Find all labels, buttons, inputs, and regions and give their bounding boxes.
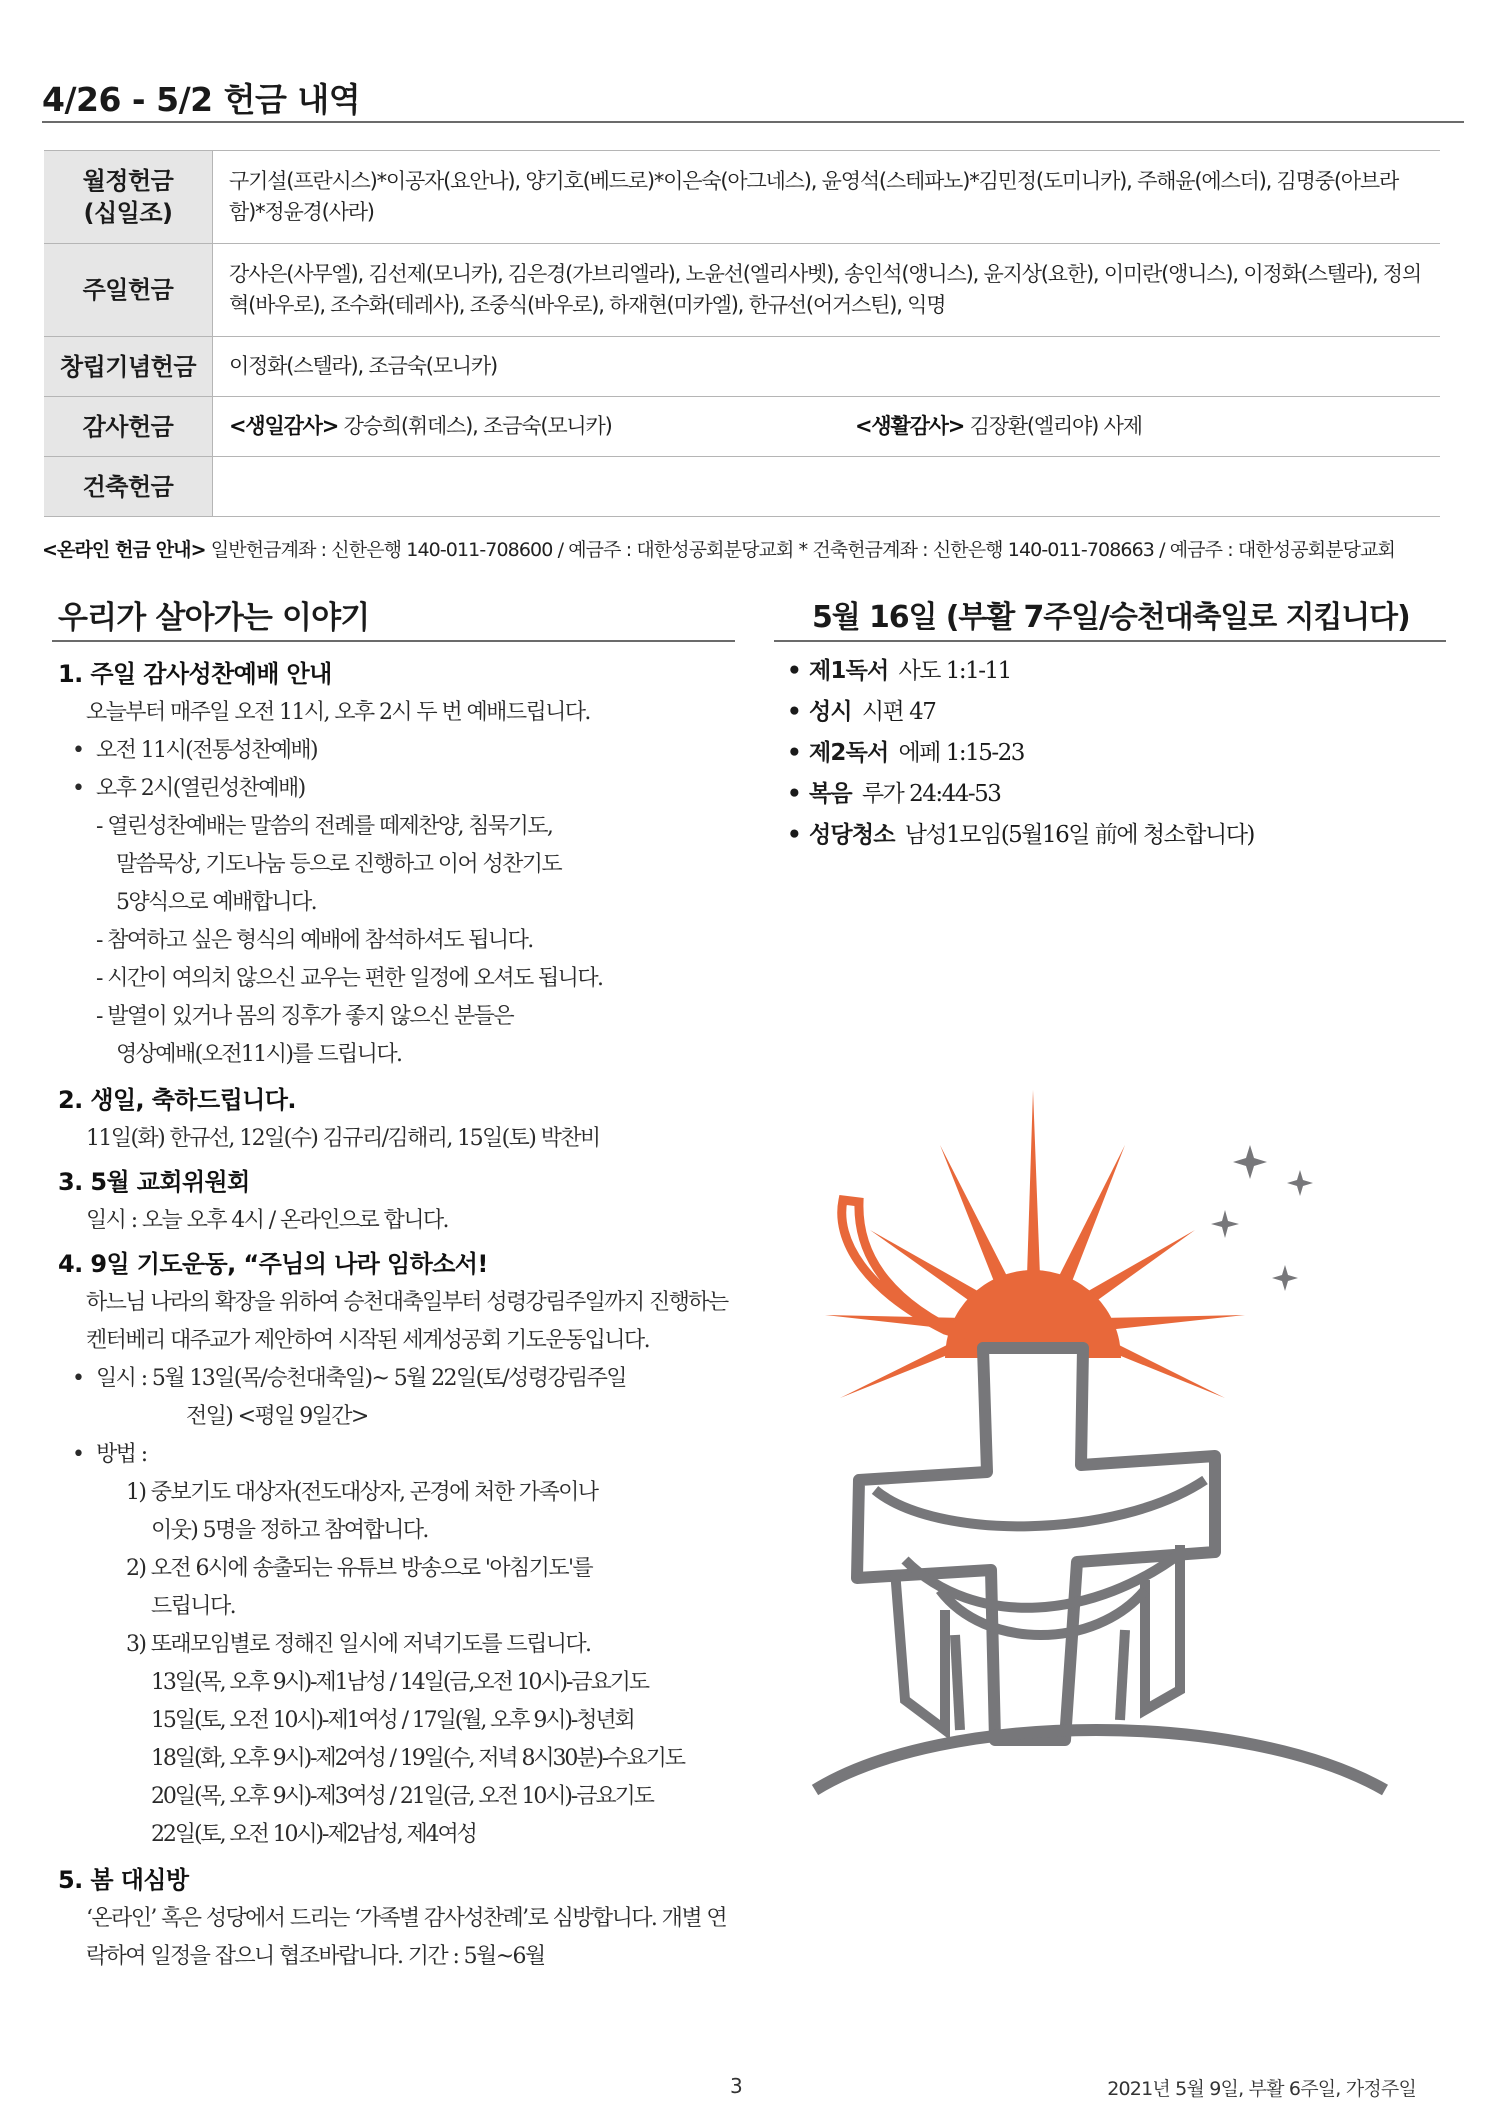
title-divider [42,121,1464,123]
worship-note: 말씀묵상, 기도나눔 등으로 진행하고 이어 성찬기도 [116,852,562,877]
row-label-building: 건축헌금 [44,457,213,517]
row-label-line: (십일조) [83,199,173,227]
reading-value: 시편 47 [861,699,936,725]
cross-icon [857,1348,1215,1740]
reading-item [787,692,1467,733]
reading-key: 복음 [809,781,852,807]
reading-key: 성시 [809,699,852,725]
prayer-date: • 일시 : 5월 13일(목/승천대축일)~ 5월 22일(토/성령강림주일 [58,1360,748,1398]
reading-item [787,774,1467,815]
readings-divider [774,640,1446,642]
birthday-thanks-tag: <생일감사> [229,414,339,438]
reading-item [787,733,1467,774]
birthday-thanks-names: 강승희(휘데스), 조금숙(모니카) [343,414,612,438]
tithe-names: 구기설(프란시스)*이공자(요안나), 양기호(베드로)*이은숙(아그네스), 윤영석(스테파노)*김민정(도미니카), 주해윤(에스더), 김명중(아브라함)*정윤경(사라) [213,151,1441,244]
reading-key: 성당청소 [809,822,895,848]
online-offering-note [42,535,1482,562]
schedule-line: 13일(목, 오후 9시)-제1남성 / 14일(금,오전 10시)-금요기도 [151,1670,648,1695]
section-title-worship: 1. 주일 감사성찬예배 안내 [58,660,332,688]
committee-info: 일시 : 오늘 오후 4시 / 온라인으로 합니다. [86,1208,448,1233]
schedule-line: 20일(목, 오후 9시)-제3여성 / 21일(금, 오전 10시)-금요기도 [151,1784,653,1809]
readings-list [787,651,1467,856]
worship-note: - 참여하고 싶은 형식의 예배에 참석하셔도 됩니다. [96,928,533,953]
schedule-line: 18일(화, 오후 9시)-제2여성 / 19일(수, 저녁 8시30분)-수요기도 [151,1746,684,1771]
worship-item: • 오전 11시(전통성찬예배) [58,732,748,770]
reading-value: 사도 1:1-11 [898,658,1011,684]
worship-note: 영상예배(오전11시)를 드립니다. [116,1042,402,1067]
worship-note: 5양식으로 예배합니다. [116,890,317,915]
row-label-tithe [44,151,213,244]
section-title-prayer: 4. 9일 기도운동, “주님의 나라 임하소서! [58,1250,488,1278]
reading-key: 제2독서 [809,740,889,766]
offering-title: 4/26 - 5/2 헌금 내역 [42,80,361,119]
schedule-line: 15일(토, 오전 10시)-제1여성 / 17일(월, 오후 9시)-청년회 [151,1708,634,1733]
worship-note: - 발열이 있거나 몸의 징후가 좋지 않으신 분들은 [96,1004,513,1029]
section-title-committee: 3. 5월 교회위원회 [58,1168,250,1196]
hill-line [815,1730,1385,1790]
building-names [213,457,1441,517]
row-label-thanks: 감사헌금 [44,397,213,457]
table-row [44,337,1440,397]
footer-date: 2021년 5월 9일, 부활 6주일, 가정주일 [1107,2078,1416,2100]
anniversary-names: 이정화(스텔라), 조금숙(모니카) [213,337,1441,397]
sunday-names: 강사은(사무엘), 김선제(모니카), 김은경(가브리엘라), 노윤선(엘리사벳), 송인석(앵니스), 윤지상(요한), 이미란(앵니스), 이정화(스텔라), 정의혁(바우로), 조수화(테레사), 조중식(바우로), 하재현(미카엘), 한규선(어거스틴), 익명 [213,244,1441,337]
table-row [44,397,1440,457]
worship-note: - 시간이 여의치 않으신 교우는 편한 일정에 오셔도 됩니다. [96,966,603,991]
life-thanks [855,411,1142,442]
ribbon-swoosh [842,1200,965,1336]
method-step: 2) 오전 6시에 송출되는 유튜브 방송으로 '아침기도'를 [126,1556,593,1581]
reading-item [787,815,1467,856]
life-thanks-names: 김장환(엘리야) 사제 [969,414,1142,438]
table-row [44,457,1440,517]
visit-text: ‘온라인’ 혹은 성당에서 드리는 ‘가족별 감사성찬례’로 심방합니다. 개별 연락하여 일정을 잡으니 협조바랍니다. 기간 : 5월~6월 [86,1906,727,1969]
sparkle-icons [1211,1145,1313,1291]
worship-intro: 오늘부터 매주일 오전 11시, 오후 2시 두 번 예배드립니다. [86,700,590,725]
prayer-method: • 방법 : [58,1436,748,1474]
online-note-text: 일반헌금계좌 : 신한은행 140-011-708600 / 예금주 : 대한성공회분당교회 * 건축헌금계좌 : 신한은행 140-011-708663 / 예금주 : 대한성공회분당교회 [210,539,1395,561]
online-note-tag: <온라인 헌금 안내> [42,539,206,561]
section-title-visit: 5. 봄 대심방 [58,1866,189,1894]
cross-sunrise-illustration [795,1090,1395,1820]
schedule-line: 22일(토, 오전 10시)-제2남성, 제4여성 [151,1822,476,1847]
method-step: 드립니다. [151,1594,236,1619]
reading-key: 제1독서 [809,658,889,684]
method-step: 1) 중보기도 대상자(전도대상자, 곤경에 처한 가족이나 [126,1480,598,1505]
row-label-anniversary: 창립기념헌금 [44,337,213,397]
reading-item [787,651,1467,692]
reading-value: 에페 1:15-23 [898,740,1024,766]
readings-heading: 5월 16일 (부활 7주일/승천대축일로 지킵니다) [812,600,1410,635]
thanks-names [213,397,1441,457]
worship-item: • 오후 2시(열린성찬예배) [58,770,748,808]
worship-note: - 열린성찬예배는 말씀의 전례를 떼제찬양, 침묵기도, [96,814,553,839]
news-heading: 우리가 살아가는 이야기 [58,600,370,636]
birthday-list: 11일(화) 한규선, 12일(수) 김규리/김해리, 15일(토) 박찬비 [86,1126,600,1151]
method-step: 이웃) 5명을 정하고 참여합니다. [151,1518,428,1543]
prayer-date-cont: 전일) <평일 9일간> [186,1404,368,1429]
table-row [44,244,1440,337]
reading-value: 남성1모임(5월16일 前에 청소합니다) [904,822,1254,848]
section-title-birthday: 2. 생일, 축하드립니다. [58,1086,296,1114]
row-label-line: 월정헌금 [82,167,174,195]
news-body [58,652,748,1976]
reading-value: 루가 24:44-53 [861,781,1001,807]
table-row [44,151,1440,244]
prayer-intro: 하느님 나라의 확장을 위하여 승천대축일부터 성령강림주일까지 진행하는 켄터베리 대주교가 제안하여 시작된 세계성공회 기도운동입니다. [86,1290,728,1353]
news-divider [52,640,735,642]
page-number: 3 [730,2074,743,2098]
life-thanks-tag: <생활감사> [855,414,965,438]
method-step: 3) 또래모임별로 정해진 일시에 저녁기도를 드립니다. [126,1632,591,1657]
offering-table [44,150,1440,517]
row-label-sunday: 주일헌금 [44,244,213,337]
